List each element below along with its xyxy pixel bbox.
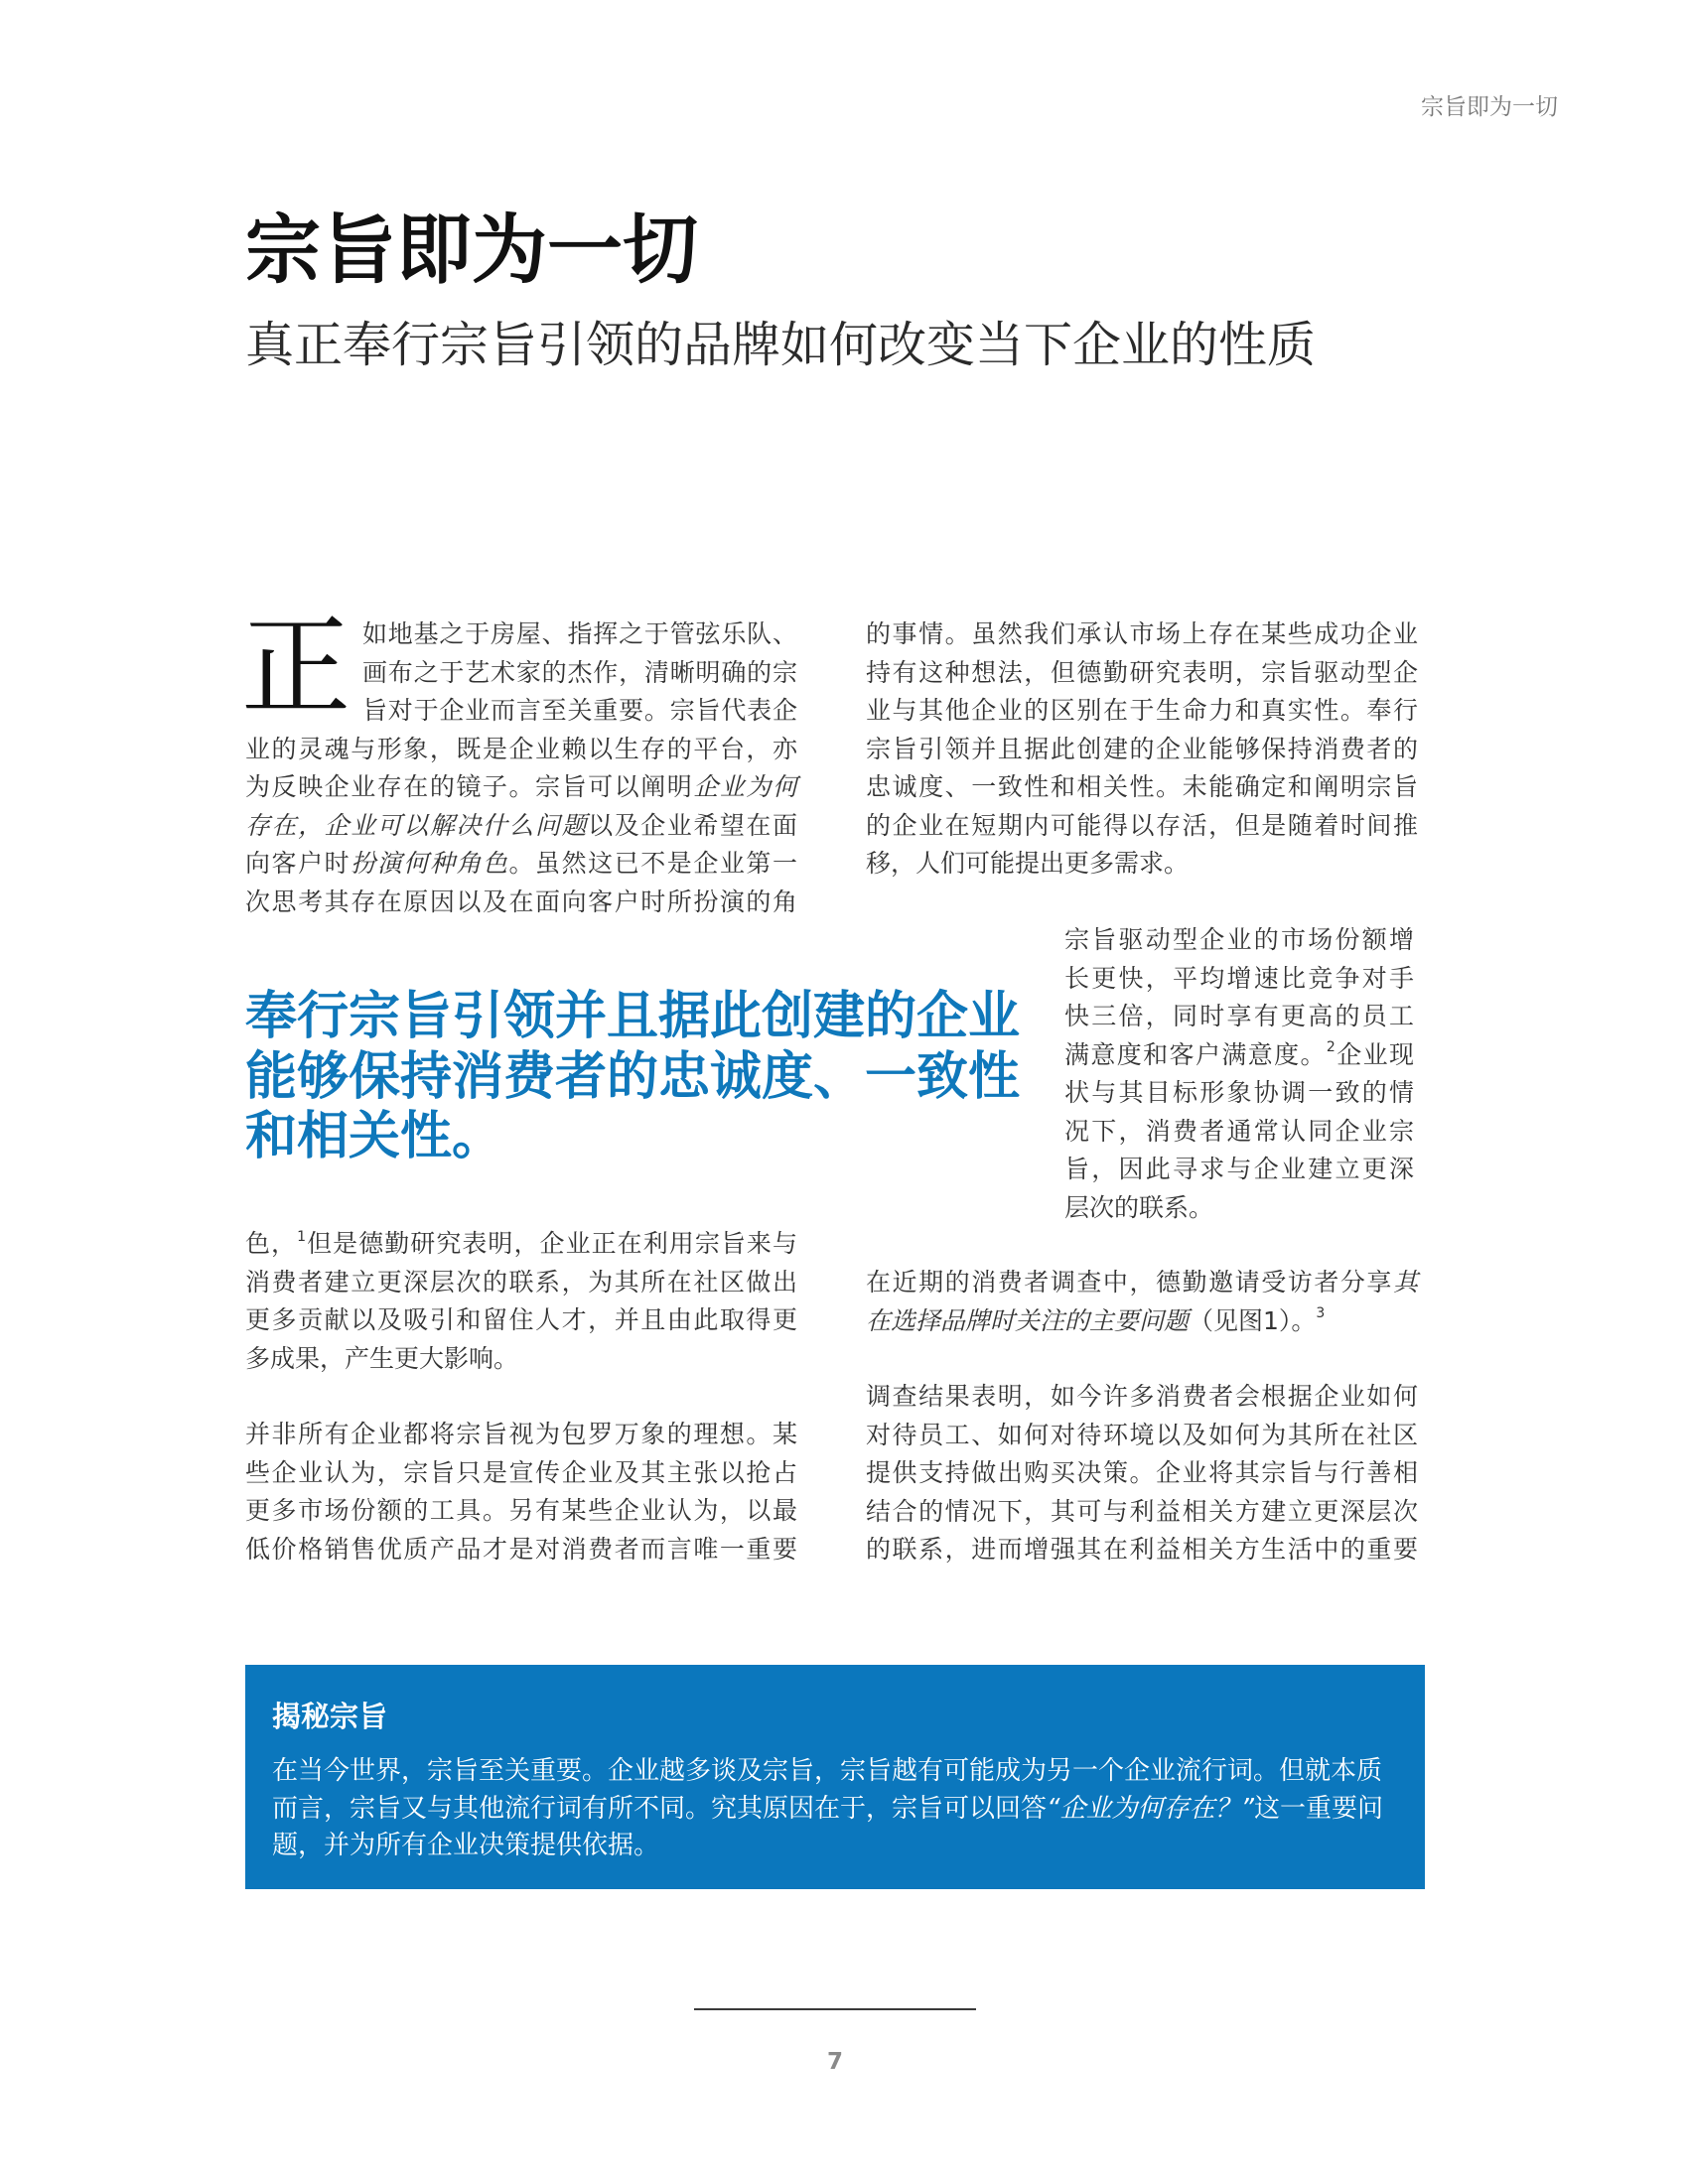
text-line bbox=[866, 1454, 1418, 1493]
sidebar-callout-box bbox=[245, 1665, 1425, 1889]
text-run: 提供支持做出购买决策。企业将其宗旨与行善相 bbox=[866, 1458, 1418, 1487]
text-run: 色， bbox=[245, 1229, 298, 1258]
callout-body bbox=[272, 1753, 1404, 1865]
text-run: 忠诚度、一致性和相关性。未能确定和阐明宗旨 bbox=[866, 772, 1418, 801]
text-run: 宗旨驱动型企业的市场份额增 bbox=[1064, 925, 1414, 954]
text-line bbox=[1064, 921, 1414, 960]
drop-cap: 正 bbox=[241, 604, 351, 731]
left-paragraph-3 bbox=[245, 1416, 797, 1569]
footnote-marker: 1 bbox=[297, 1228, 307, 1245]
text-run: 业与其他企业的区别在于生命力和真实性。奉行 bbox=[866, 696, 1418, 725]
text-run: （见图1）。 bbox=[1189, 1305, 1317, 1335]
text-line bbox=[362, 654, 797, 693]
text-run: 消费者建立更深层次的联系，为其所在社区做出 bbox=[245, 1267, 797, 1297]
text-line bbox=[1064, 1074, 1414, 1113]
text-line bbox=[272, 1753, 1404, 1791]
text-line bbox=[245, 1416, 797, 1454]
intro-paragraph bbox=[245, 615, 797, 921]
text-run: 业的灵魂与形象，既是企业赖以生存的平台，亦 bbox=[245, 734, 797, 763]
text-run: 多成果，产生更大影响。 bbox=[245, 1343, 519, 1373]
text-run: 旨对于企业而言至关重要。宗旨代表企 bbox=[362, 696, 797, 725]
text-run: 长更快，平均增速比竞争对手 bbox=[1064, 963, 1414, 993]
text-run: 在当今世界，宗旨至关重要。企业越多谈及宗旨，宗旨越有可能成为另一个企业流行词。但就本质 bbox=[272, 1756, 1383, 1786]
text-run: 和相关性。 bbox=[245, 1107, 504, 1166]
text-line bbox=[245, 987, 1040, 1047]
text-run: 旨，因此寻求与企业建立更深 bbox=[1064, 1155, 1414, 1183]
text-run: 况下，消费者通常认同企业宗 bbox=[1064, 1116, 1414, 1146]
text-line bbox=[245, 1531, 797, 1570]
text-run: 题，并为所有企业决策提供依据。 bbox=[272, 1831, 660, 1860]
text-run: 更多贡献以及吸引和留住人才，并且由此取得更 bbox=[245, 1305, 797, 1334]
text-run: 但是德勤研究表明，企业正在利用宗旨来与 bbox=[306, 1229, 797, 1258]
text-line bbox=[866, 768, 1418, 807]
text-run: 向客户时 bbox=[245, 849, 352, 878]
text-line bbox=[245, 731, 797, 769]
text-run: 层次的联系。 bbox=[1064, 1192, 1214, 1222]
text-line bbox=[866, 845, 1418, 884]
text-run: 次思考其存在原因以及在面向客户时所扮演的角 bbox=[245, 887, 797, 916]
right-paragraph-4 bbox=[866, 1378, 1418, 1570]
text-line bbox=[245, 1454, 797, 1493]
text-line bbox=[866, 1493, 1418, 1532]
emphasis-text: 企业为何 bbox=[693, 772, 797, 801]
text-line bbox=[245, 1492, 797, 1531]
emphasis-text: 扮演何种角色 bbox=[351, 849, 509, 878]
text-line bbox=[272, 1828, 1404, 1865]
text-line bbox=[1064, 1189, 1414, 1228]
text-line bbox=[245, 807, 797, 846]
text-run: 这一重要问 bbox=[1253, 1793, 1383, 1824]
text-line bbox=[245, 1107, 1040, 1167]
text-line bbox=[245, 1340, 797, 1379]
emphasis-text: 存在，企业可以解决什么问题 bbox=[245, 810, 589, 840]
emphasis-text: 在选择品牌时关注的主要问题 bbox=[866, 1305, 1190, 1335]
text-run: 以及企业希望在面 bbox=[588, 810, 797, 840]
text-line bbox=[272, 1791, 1404, 1829]
text-run: 宗旨引领并且据此创建的企业能够保持消费者的 bbox=[866, 734, 1418, 763]
left-paragraph-2 bbox=[245, 1225, 797, 1378]
text-line bbox=[245, 768, 797, 807]
text-run: 的联系，进而增强其在利益相关方生活中的重要 bbox=[866, 1535, 1418, 1564]
text-line bbox=[866, 1531, 1418, 1570]
text-run: 的企业在短期内可能得以存活，但是随着时间推 bbox=[866, 810, 1418, 840]
text-run: 调查结果表明，如今许多消费者会根据企业如何 bbox=[866, 1382, 1418, 1411]
text-run: 满意度和客户满意度。 bbox=[1064, 1039, 1327, 1069]
text-line bbox=[866, 1417, 1418, 1455]
text-line bbox=[245, 1264, 797, 1302]
text-run: 的事情。虽然我们承认市场上存在某些成功企业 bbox=[866, 619, 1418, 648]
pull-quote bbox=[245, 987, 1040, 1167]
text-line bbox=[362, 615, 797, 654]
right-paragraph-3 bbox=[866, 1264, 1418, 1340]
text-line bbox=[866, 654, 1418, 693]
text-run: 而言，宗旨又与其他流行词有所不同。究其原因在于，宗旨可以回答 bbox=[272, 1793, 1048, 1824]
text-line bbox=[1064, 1151, 1414, 1189]
text-line bbox=[1064, 998, 1414, 1036]
emphasis-text: 其 bbox=[1392, 1268, 1418, 1297]
text-run: 画布之于艺术家的杰作，清晰明确的宗 bbox=[362, 657, 797, 687]
text-line bbox=[245, 845, 797, 884]
running-header: 宗旨即为一切 bbox=[1421, 94, 1558, 120]
text-line bbox=[866, 731, 1418, 769]
text-line bbox=[245, 884, 797, 922]
page-subtitle: 真正奉行宗旨引领的品牌如何改变当下企业的性质 bbox=[245, 317, 1317, 373]
text-run: 低价格销售优质产品才是对消费者而言唯一重要 bbox=[245, 1534, 797, 1564]
text-line bbox=[866, 615, 1418, 654]
text-run: 为反映企业存在的镜子。宗旨可以阐明 bbox=[245, 772, 694, 801]
text-run: 持有这种想法，但德勤研究表明，宗旨驱动型企 bbox=[866, 657, 1418, 687]
text-line bbox=[362, 692, 797, 731]
text-line bbox=[245, 1047, 1040, 1108]
text-line bbox=[866, 1264, 1418, 1302]
text-run: 结合的情况下，其可与利益相关方建立更深层次 bbox=[866, 1496, 1418, 1526]
footnote-marker: 2 bbox=[1326, 1039, 1336, 1056]
emphasis-text: “企业为何存在？” bbox=[1047, 1793, 1254, 1824]
text-run: 在近期的消费者调查中，德勤邀请受访者分享 bbox=[866, 1268, 1393, 1297]
text-run: 快三倍，同时享有更高的员工 bbox=[1064, 1002, 1414, 1030]
text-run: 企业现 bbox=[1335, 1039, 1414, 1069]
text-line bbox=[866, 807, 1418, 846]
text-run: 奉行宗旨引领并且据此创建的企业 bbox=[245, 987, 1021, 1046]
text-line bbox=[866, 692, 1418, 731]
callout-heading: 揭秘宗旨 bbox=[272, 1700, 388, 1733]
text-line bbox=[1064, 960, 1414, 999]
footnote-marker: 3 bbox=[1316, 1305, 1326, 1322]
text-run: 。虽然这已不是企业第一 bbox=[508, 849, 797, 878]
text-line bbox=[866, 1378, 1418, 1417]
text-line bbox=[245, 1225, 797, 1264]
text-run: 能够保持消费者的忠诚度、一致性 bbox=[245, 1046, 1021, 1107]
text-run: 并非所有企业都将宗旨视为包罗万象的理想。某 bbox=[245, 1420, 797, 1448]
page-title: 宗旨即为一切 bbox=[245, 205, 698, 294]
text-run: 对待员工、如何对待环境以及如何为其所在社区 bbox=[866, 1420, 1418, 1449]
text-run: 移，人们可能提出更多需求。 bbox=[866, 849, 1190, 878]
text-run: 更多市场份额的工具。另有某些企业认为，以最 bbox=[245, 1496, 797, 1525]
text-run: 些企业认为，宗旨只是宣传企业及其主张以抢占 bbox=[245, 1457, 797, 1487]
text-run: 如地基之于房屋、指挥之于管弦乐队、 bbox=[362, 619, 797, 648]
text-line bbox=[245, 1301, 797, 1340]
text-run: 状与其目标形象协调一致的情 bbox=[1064, 1078, 1414, 1107]
footer-divider bbox=[694, 2008, 976, 2010]
right-paragraph-1 bbox=[866, 615, 1418, 884]
text-line bbox=[1064, 1036, 1414, 1075]
text-line bbox=[866, 1302, 1418, 1341]
right-paragraph-2 bbox=[1064, 921, 1414, 1227]
text-line bbox=[1064, 1113, 1414, 1152]
page-number: 7 bbox=[826, 2049, 843, 2075]
